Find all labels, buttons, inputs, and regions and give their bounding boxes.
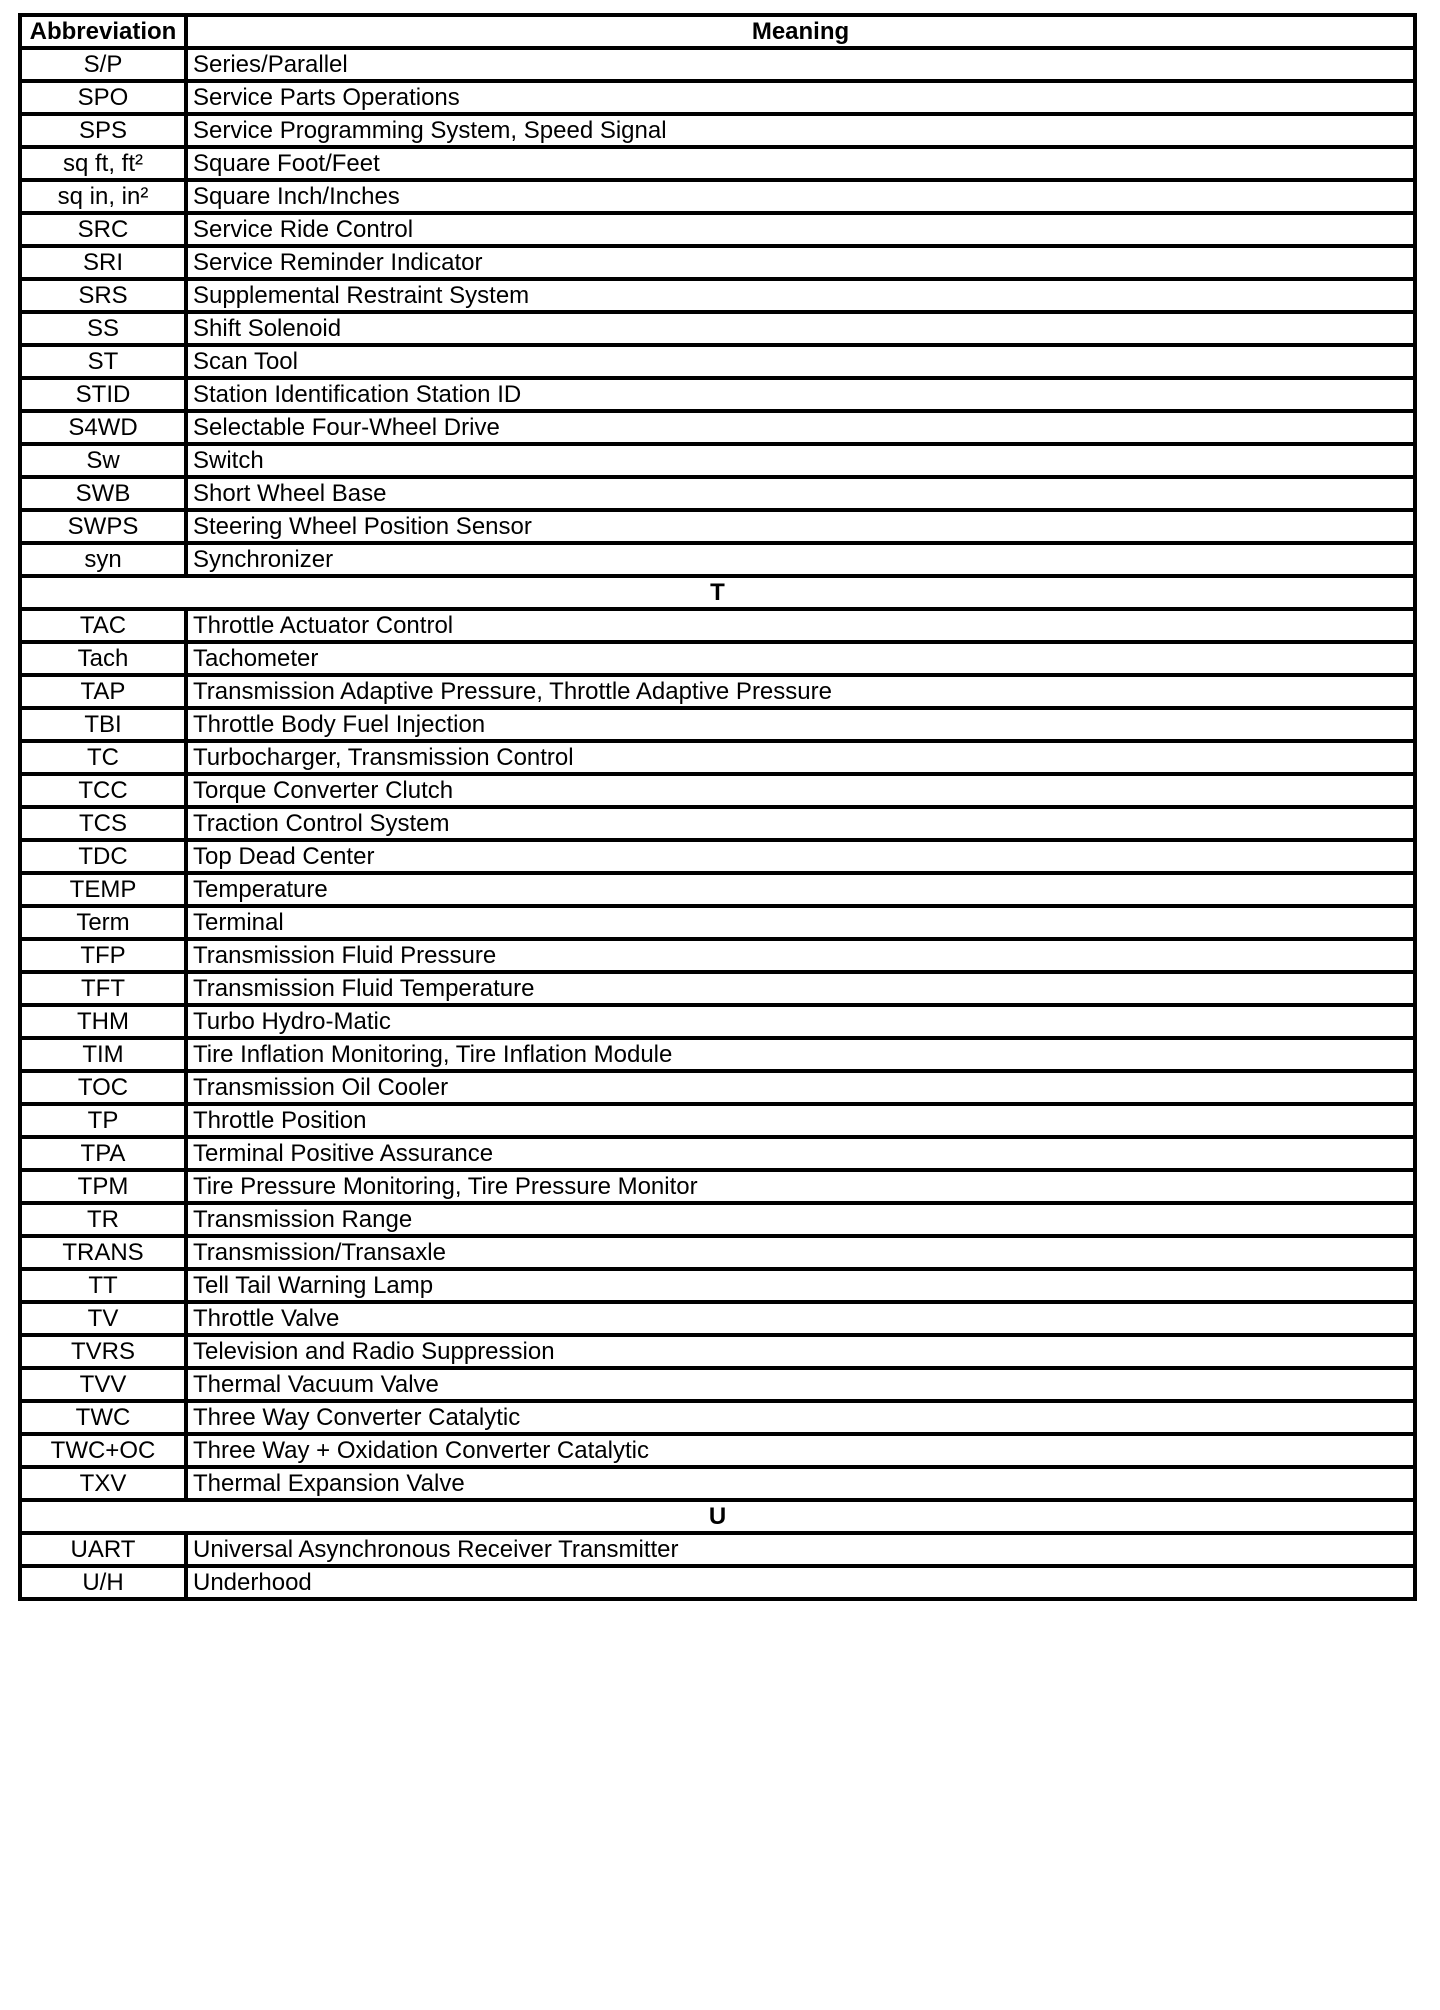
table-row bbox=[20, 510, 1415, 543]
abbreviation-cell: S/P bbox=[20, 48, 186, 81]
table-row bbox=[20, 411, 1415, 444]
abbreviation-table bbox=[18, 13, 1417, 1601]
abbreviation-cell: TT bbox=[20, 1269, 186, 1302]
abbreviation-cell: TR bbox=[20, 1203, 186, 1236]
meaning-cell: Switch bbox=[186, 444, 1415, 477]
meaning-cell: Terminal bbox=[186, 906, 1415, 939]
meaning-cell: Three Way Converter Catalytic bbox=[186, 1401, 1415, 1434]
table-row bbox=[20, 1533, 1415, 1566]
section-row bbox=[20, 1500, 1415, 1533]
abbreviation-cell: TXV bbox=[20, 1467, 186, 1500]
table-row bbox=[20, 1368, 1415, 1401]
table-row bbox=[20, 1170, 1415, 1203]
abbreviation-cell: TWC+OC bbox=[20, 1434, 186, 1467]
abbreviation-cell: TPM bbox=[20, 1170, 186, 1203]
abbreviation-cell: S4WD bbox=[20, 411, 186, 444]
abbreviation-column-header: Abbreviation bbox=[20, 15, 186, 48]
meaning-cell: Scan Tool bbox=[186, 345, 1415, 378]
table-row bbox=[20, 1467, 1415, 1500]
meaning-cell: Steering Wheel Position Sensor bbox=[186, 510, 1415, 543]
meaning-cell: Supplemental Restraint System bbox=[186, 279, 1415, 312]
meaning-cell: Terminal Positive Assurance bbox=[186, 1137, 1415, 1170]
meaning-cell: Series/Parallel bbox=[186, 48, 1415, 81]
meaning-cell: Television and Radio Suppression bbox=[186, 1335, 1415, 1368]
meaning-cell: Universal Asynchronous Receiver Transmitter bbox=[186, 1533, 1415, 1566]
meaning-cell: Underhood bbox=[186, 1566, 1415, 1599]
table-row bbox=[20, 1434, 1415, 1467]
abbreviation-cell: SWB bbox=[20, 477, 186, 510]
abbreviation-cell: SRC bbox=[20, 213, 186, 246]
table-row bbox=[20, 1137, 1415, 1170]
meaning-cell: Torque Converter Clutch bbox=[186, 774, 1415, 807]
meaning-cell: Short Wheel Base bbox=[186, 477, 1415, 510]
table-row bbox=[20, 147, 1415, 180]
meaning-cell: Thermal Vacuum Valve bbox=[186, 1368, 1415, 1401]
meaning-cell: Temperature bbox=[186, 873, 1415, 906]
table-row bbox=[20, 1038, 1415, 1071]
table-row bbox=[20, 873, 1415, 906]
meaning-cell: Throttle Body Fuel Injection bbox=[186, 708, 1415, 741]
abbreviation-cell: TVRS bbox=[20, 1335, 186, 1368]
abbreviation-cell: TV bbox=[20, 1302, 186, 1335]
table-row bbox=[20, 807, 1415, 840]
abbreviation-cell: SPO bbox=[20, 81, 186, 114]
table-row bbox=[20, 1236, 1415, 1269]
table-row bbox=[20, 213, 1415, 246]
table-row bbox=[20, 279, 1415, 312]
abbreviation-cell: TBI bbox=[20, 708, 186, 741]
table-row bbox=[20, 1104, 1415, 1137]
abbreviation-cell: TFP bbox=[20, 939, 186, 972]
abbreviation-cell: TWC bbox=[20, 1401, 186, 1434]
meaning-cell: Transmission Fluid Temperature bbox=[186, 972, 1415, 1005]
abbreviation-cell: SRS bbox=[20, 279, 186, 312]
meaning-cell: Turbo Hydro-Matic bbox=[186, 1005, 1415, 1038]
meaning-cell: Transmission Adaptive Pressure, Throttle Adaptive Pressure bbox=[186, 675, 1415, 708]
meaning-cell: Tire Pressure Monitoring, Tire Pressure Monitor bbox=[186, 1170, 1415, 1203]
meaning-cell: Throttle Actuator Control bbox=[186, 609, 1415, 642]
table-row bbox=[20, 246, 1415, 279]
table-row bbox=[20, 972, 1415, 1005]
table-row bbox=[20, 906, 1415, 939]
meaning-cell: Top Dead Center bbox=[186, 840, 1415, 873]
abbreviation-cell: TVV bbox=[20, 1368, 186, 1401]
section-letter: T bbox=[20, 576, 1415, 609]
table-row bbox=[20, 609, 1415, 642]
meaning-cell: Transmission/Transaxle bbox=[186, 1236, 1415, 1269]
table-row bbox=[20, 774, 1415, 807]
table-header-row bbox=[20, 15, 1415, 48]
meaning-cell: Synchronizer bbox=[186, 543, 1415, 576]
table-row bbox=[20, 642, 1415, 675]
meaning-cell: Tachometer bbox=[186, 642, 1415, 675]
abbreviation-cell: THM bbox=[20, 1005, 186, 1038]
meaning-cell: Throttle Position bbox=[186, 1104, 1415, 1137]
abbreviation-cell: TCC bbox=[20, 774, 186, 807]
meaning-cell: Shift Solenoid bbox=[186, 312, 1415, 345]
meaning-cell: Thermal Expansion Valve bbox=[186, 1467, 1415, 1500]
meaning-column-header: Meaning bbox=[186, 15, 1415, 48]
table-row bbox=[20, 1269, 1415, 1302]
meaning-cell: Transmission Fluid Pressure bbox=[186, 939, 1415, 972]
abbreviation-cell: SRI bbox=[20, 246, 186, 279]
table-row bbox=[20, 741, 1415, 774]
abbreviation-cell: TPA bbox=[20, 1137, 186, 1170]
abbreviation-cell: STID bbox=[20, 378, 186, 411]
meaning-cell: Service Programming System, Speed Signal bbox=[186, 114, 1415, 147]
table-row bbox=[20, 378, 1415, 411]
table-row bbox=[20, 477, 1415, 510]
abbreviation-cell: TCS bbox=[20, 807, 186, 840]
table-row bbox=[20, 180, 1415, 213]
meaning-cell: Three Way + Oxidation Converter Catalytic bbox=[186, 1434, 1415, 1467]
meaning-cell: Turbocharger, Transmission Control bbox=[186, 741, 1415, 774]
meaning-cell: Tire Inflation Monitoring, Tire Inflation Module bbox=[186, 1038, 1415, 1071]
meaning-cell: Tell Tail Warning Lamp bbox=[186, 1269, 1415, 1302]
table-row bbox=[20, 1335, 1415, 1368]
meaning-cell: Service Ride Control bbox=[186, 213, 1415, 246]
abbreviation-cell: TRANS bbox=[20, 1236, 186, 1269]
abbreviation-cell: Sw bbox=[20, 444, 186, 477]
table-row bbox=[20, 939, 1415, 972]
table-row bbox=[20, 345, 1415, 378]
abbreviation-cell: Tach bbox=[20, 642, 186, 675]
abbreviation-cell: SPS bbox=[20, 114, 186, 147]
meaning-cell: Station Identification Station ID bbox=[186, 378, 1415, 411]
section-row bbox=[20, 576, 1415, 609]
abbreviation-cell: ST bbox=[20, 345, 186, 378]
table-row bbox=[20, 1566, 1415, 1599]
abbreviation-cell: TOC bbox=[20, 1071, 186, 1104]
table-row bbox=[20, 81, 1415, 114]
abbreviation-cell: sq ft, ft² bbox=[20, 147, 186, 180]
abbreviation-cell: TC bbox=[20, 741, 186, 774]
table-row bbox=[20, 444, 1415, 477]
abbreviation-cell: sq in, in² bbox=[20, 180, 186, 213]
meaning-cell: Square Foot/Feet bbox=[186, 147, 1415, 180]
table-row bbox=[20, 675, 1415, 708]
table-row bbox=[20, 1071, 1415, 1104]
table-row bbox=[20, 312, 1415, 345]
table-row bbox=[20, 543, 1415, 576]
table-row bbox=[20, 1203, 1415, 1236]
table-body bbox=[20, 48, 1415, 1599]
abbreviation-cell: TDC bbox=[20, 840, 186, 873]
meaning-cell: Selectable Four-Wheel Drive bbox=[186, 411, 1415, 444]
meaning-cell: Service Parts Operations bbox=[186, 81, 1415, 114]
table-row bbox=[20, 1005, 1415, 1038]
table-row bbox=[20, 48, 1415, 81]
abbreviation-cell: TAC bbox=[20, 609, 186, 642]
meaning-cell: Service Reminder Indicator bbox=[186, 246, 1415, 279]
abbreviation-cell: UART bbox=[20, 1533, 186, 1566]
table-row bbox=[20, 708, 1415, 741]
meaning-cell: Throttle Valve bbox=[186, 1302, 1415, 1335]
meaning-cell: Square Inch/Inches bbox=[186, 180, 1415, 213]
abbreviation-cell: TEMP bbox=[20, 873, 186, 906]
section-letter: U bbox=[20, 1500, 1415, 1533]
abbreviation-cell: TP bbox=[20, 1104, 186, 1137]
table-row bbox=[20, 1302, 1415, 1335]
abbreviation-cell: syn bbox=[20, 543, 186, 576]
meaning-cell: Transmission Oil Cooler bbox=[186, 1071, 1415, 1104]
abbreviation-cell: TIM bbox=[20, 1038, 186, 1071]
meaning-cell: Traction Control System bbox=[186, 807, 1415, 840]
abbreviation-cell: U/H bbox=[20, 1566, 186, 1599]
abbreviation-cell: TAP bbox=[20, 675, 186, 708]
table-row bbox=[20, 840, 1415, 873]
abbreviation-cell: TFT bbox=[20, 972, 186, 1005]
abbreviation-cell: SS bbox=[20, 312, 186, 345]
table-row bbox=[20, 114, 1415, 147]
abbreviation-cell: Term bbox=[20, 906, 186, 939]
table-row bbox=[20, 1401, 1415, 1434]
abbreviation-cell: SWPS bbox=[20, 510, 186, 543]
meaning-cell: Transmission Range bbox=[186, 1203, 1415, 1236]
